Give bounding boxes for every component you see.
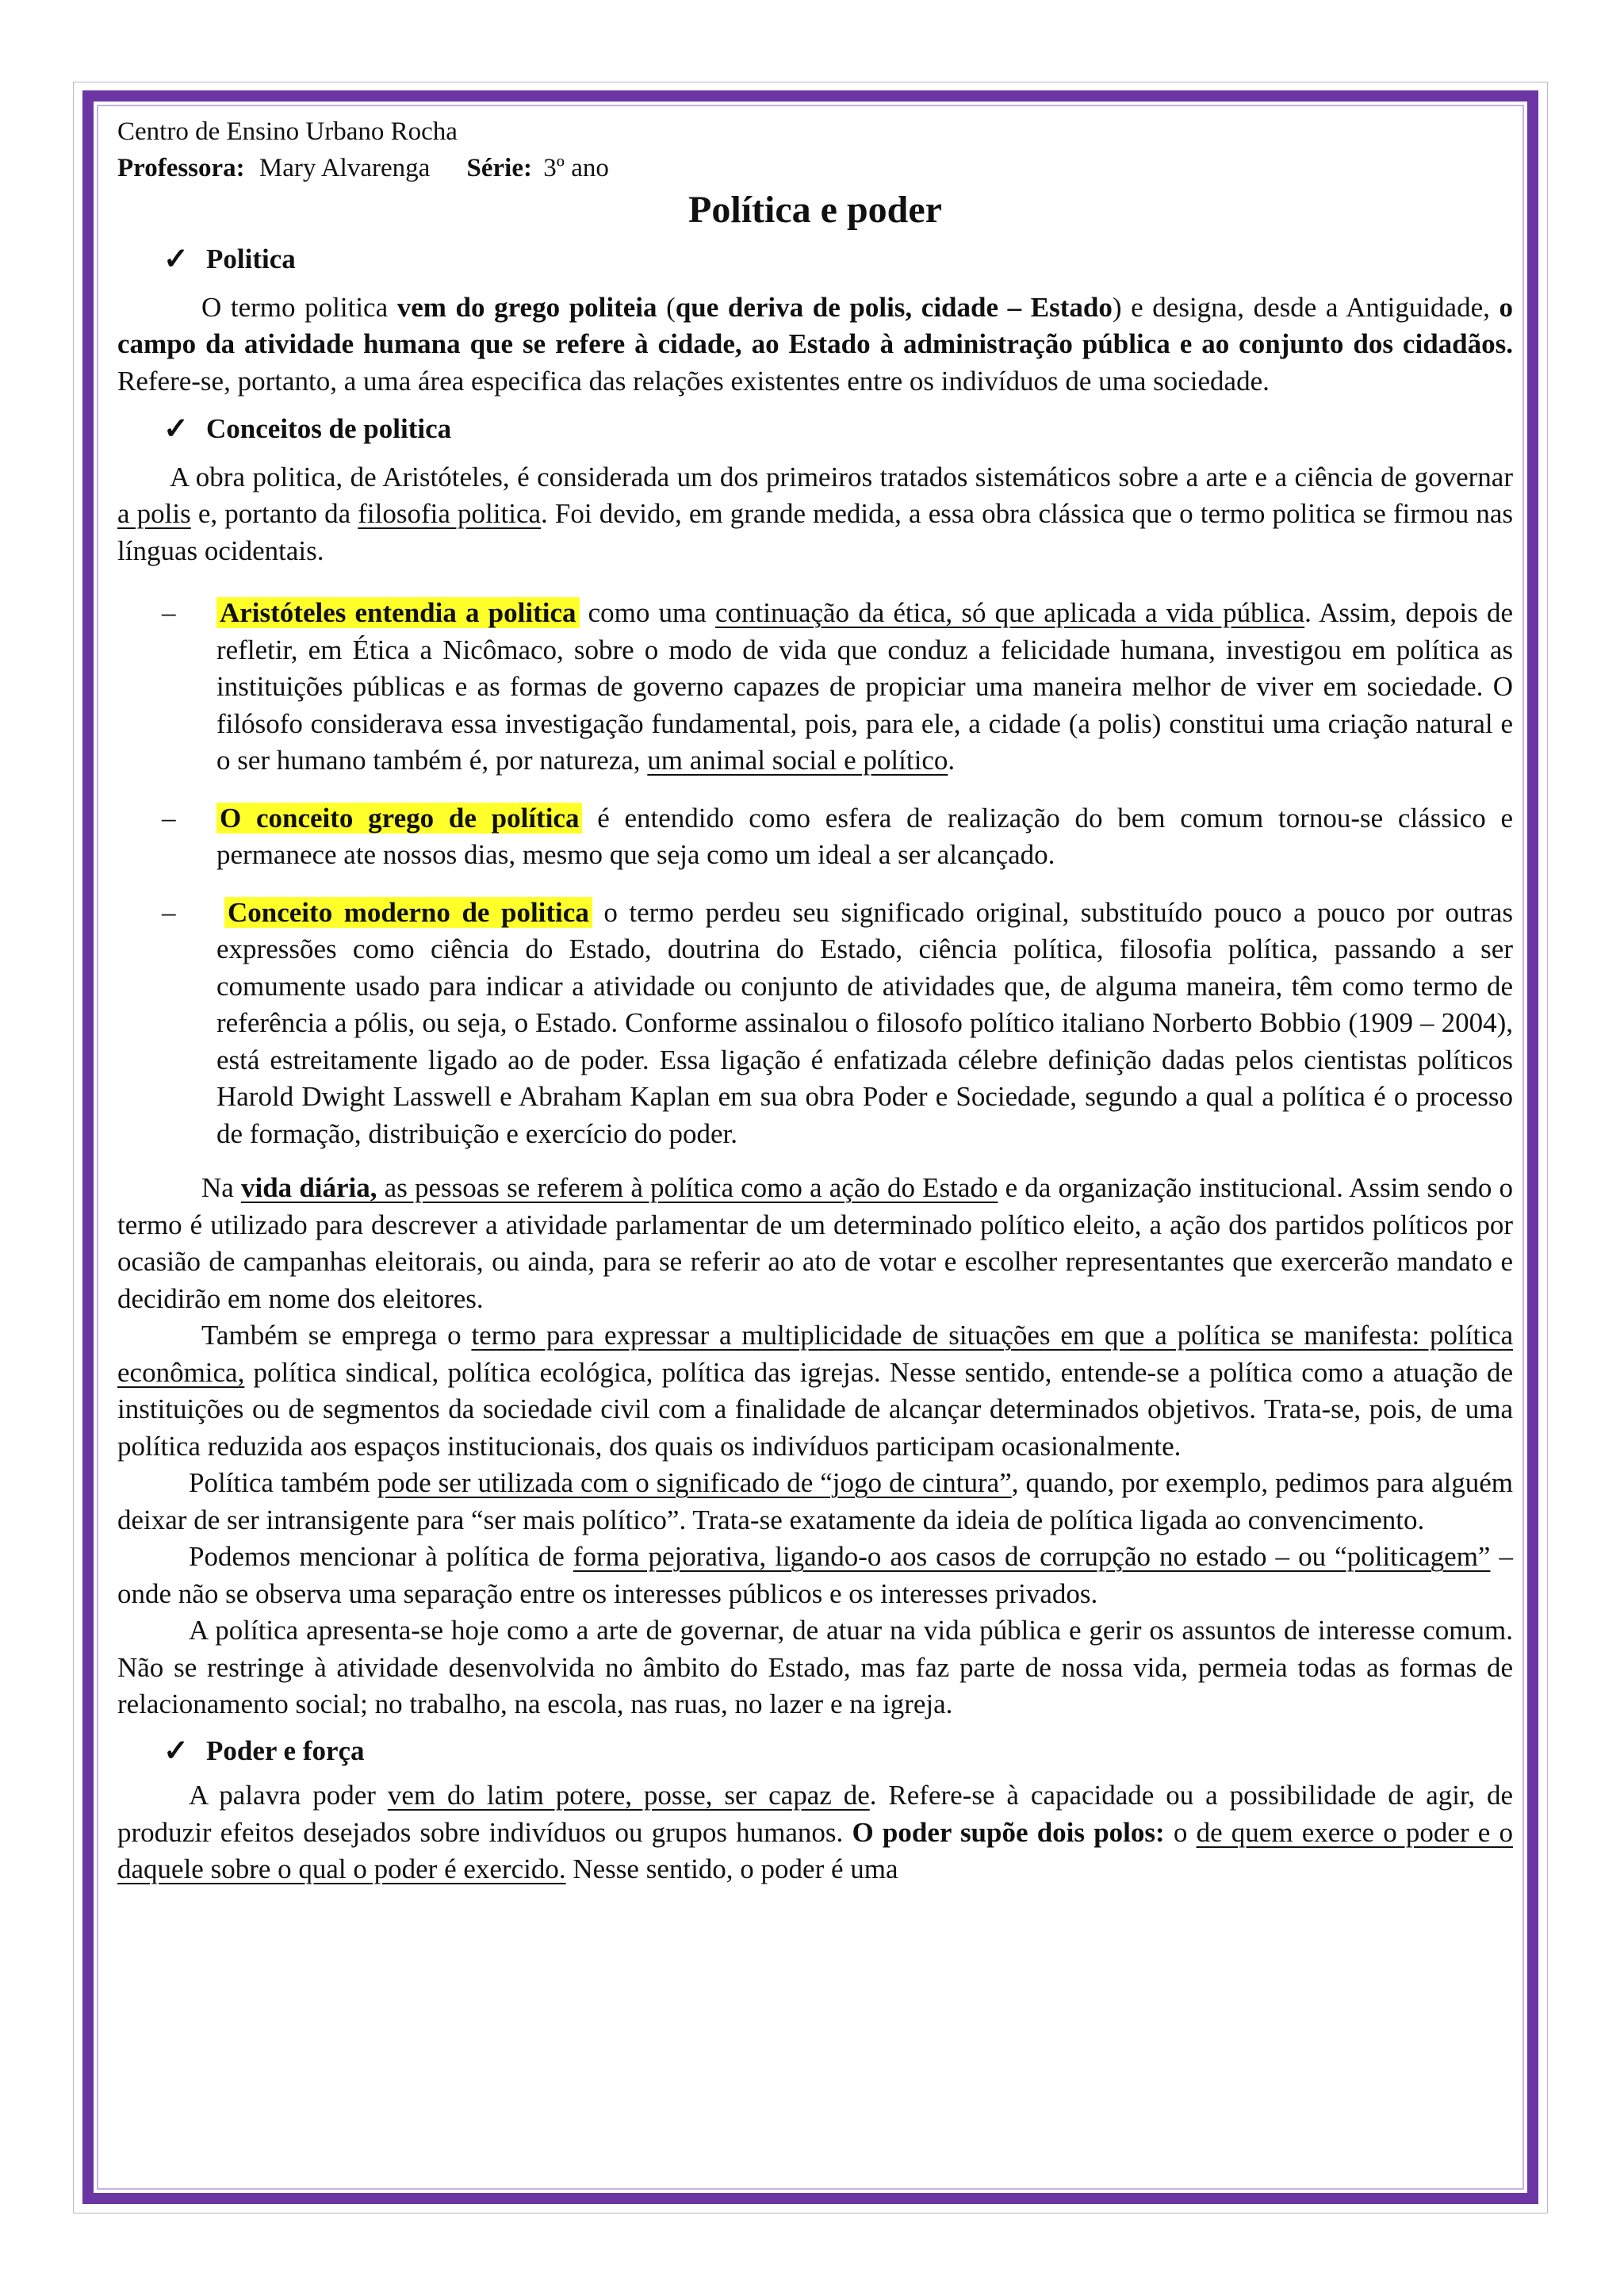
highlighted-term: Aristóteles entendia a politica	[216, 597, 580, 628]
teacher-name: Mary Alvarenga	[259, 154, 431, 182]
underlined-span: pode ser utilizada com o significado de “jogo de cintura”	[377, 1467, 1012, 1498]
underlined-span: a polis	[117, 498, 191, 529]
bold-underlined-span: vida diária,	[240, 1172, 377, 1203]
underlined-span: filosofia politica	[358, 498, 542, 529]
text-span: política sindical, política ecológica, política das igrejas. Nesse sentido, entende-se a política como a atuação de instituições ou de segmentos da sociedade civil com a finalidade de alcançar determinados objetivos. Trata-se, pois, de uma política reduzida aos espaços institucionais, dos quais os indivíduos participam ocasionalmente.	[117, 1356, 1513, 1462]
text-span: Também se emprega o	[201, 1320, 472, 1351]
section-heading-label: Politica	[206, 243, 296, 274]
text-span: Refere-se, portanto, a uma área especifica das relações existentes entre os indivíduos de uma sociedade.	[117, 365, 1270, 397]
paragraph-aristoteles-obra	[117, 459, 1513, 570]
text-span: o termo perdeu seu significado original, substituído pouco a pouco por outras expressões como ciência do Estado, doutrina do Estado, ciência política, filosofia política, passando a ser comumente usado para indicar a atividade ou conjunto de atividades que, de alguma maneira, têm como termo de referência a pólis, ou seja, o Estado. Conforme assinalou o filosofo político italiano Norberto Bobbio (1909 – 2004), está estreitamente ligado ao de poder. Essa ligação é enfatizada célebre definição dadas pelos cientistas políticos Harold Dwight Lasswell e Abraham Kaplan em sua obra Poder e Sociedade, segundo a qual a política é o processo de formação, distribuição e exercício do poder.	[216, 896, 1513, 1149]
list-item-aristoteles	[117, 595, 1513, 780]
text-span: . Assim, depois de refletir, em Ética a Nicômaco, sobre o modo de vida que conduz a felicidade humana, investigou em política as instituições públicas e as formas de governo capazes de propiciar uma maneira melhor de viver em sociedade. O filósofo considerava essa investigação fundamental, pois, para ele, a cidade (a polis) constitui uma criação natural e o ser humano também é, por natureza,	[216, 597, 1513, 776]
highlighted-term: O conceito grego de política	[216, 803, 582, 834]
grade-value: 3º ano	[543, 154, 609, 182]
text-span: (	[657, 291, 676, 323]
bold-span: o campo da atividade humana que se refere à cidade, ao Estado à administração pública e ao conjunto dos cidadãos.	[117, 291, 1513, 359]
text-span: e da organização institucional. Assim sendo o termo é utilizado para descrever a atividade parlamentar de um determinado político eleito, a ação dos partidos políticos por ocasião de campanhas eleitorais, ou ainda, para se referir ao ato de votar e escolher representantes que exercerão mandato e decidirão em nome dos eleitores.	[117, 1172, 1513, 1314]
page-title: Política e poder	[688, 189, 942, 231]
underlined-span: termo para expressar a multiplicidade de situações em que a política se manifesta: política econômica,	[117, 1320, 1514, 1388]
text-span: A obra politica, de Aristóteles, é considerada um dos primeiros tratados sistemáticos sobre a arte e a ciência de governar	[170, 461, 1513, 493]
check-icon: ✓	[163, 412, 189, 446]
text-span: é entendido como esfera de realização do bem comum tornou-se clássico e permanece ate nossos dias, mesmo que seja como um ideal a ser alcançado.	[216, 802, 1514, 870]
underlined-span: vem do latim potere, posse, ser capaz de	[387, 1780, 870, 1811]
document-body	[117, 113, 1513, 1888]
grade-label: Série:	[466, 154, 532, 182]
underlined-span: um animal social e político	[647, 745, 948, 776]
paragraph-poder-definicao	[117, 1777, 1513, 1888]
bold-span: que deriva de polis, cidade – Estado	[675, 291, 1113, 323]
paragraph-politica-definicao	[117, 289, 1513, 401]
text-span: Nesse sentido, o poder é uma	[565, 1853, 898, 1884]
paragraph-arte-de-governar	[117, 1612, 1513, 1723]
text-span: como uma	[579, 597, 715, 628]
underlined-span: as pessoas se referem à política como a ação do Estado	[377, 1172, 998, 1203]
text-span: Política também	[189, 1467, 377, 1498]
text-span: o	[1164, 1816, 1197, 1848]
text-span: e, portanto da	[190, 498, 358, 529]
section-heading-conceitos	[117, 411, 1513, 448]
section-heading-label: Conceitos de politica	[206, 413, 452, 444]
paragraph-multiplicidade	[117, 1317, 1513, 1465]
section-heading-label: Poder e força	[206, 1734, 365, 1766]
text-span: Podemos mencionar à política de	[189, 1541, 573, 1572]
underlined-span: forma pejorativa, ligando-o aos casos de corrupção no estado – ou “politicagem”	[573, 1541, 1491, 1572]
teacher-label: Professora:	[117, 154, 245, 182]
text-span: . Foi devido, em grande medida, a essa obra clássica que o termo politica se firmou nas línguas ocidentais.	[117, 498, 1513, 566]
text-span: A palavra poder	[189, 1780, 388, 1811]
highlighted-term: Conceito moderno de politica	[224, 897, 592, 928]
dash-bullet: –	[162, 802, 176, 834]
paragraph-vida-diaria	[117, 1170, 1513, 1317]
check-icon: ✓	[163, 243, 189, 276]
bold-span: vem do grego politeia	[396, 291, 657, 323]
text-span: . Refere-se à capacidade ou a possibilidade de agir, de produzir efeitos desejados sobre indivíduos ou grupos humanos.	[117, 1780, 1513, 1848]
text-span: O termo politica	[201, 291, 397, 323]
list-item-conceito-moderno	[117, 895, 1513, 1153]
school-name: Centro de Ensino Urbano Rocha	[117, 117, 458, 146]
list-item-conceito-grego	[117, 800, 1513, 874]
section-heading-politica	[117, 241, 1513, 278]
bold-span: O poder supõe dois polos:	[852, 1816, 1165, 1848]
dash-bullet: –	[162, 896, 176, 928]
text-span: ) e designa, desde a Antiguidade,	[1112, 291, 1500, 323]
underlined-span: continuação da ética, só que aplicada a vida pública	[714, 597, 1305, 628]
text-span: – onde não se observa uma separação entre os interesses públicos e os interesses privados.	[117, 1541, 1514, 1609]
section-heading-poder	[117, 1733, 1513, 1770]
text-span: .	[948, 745, 956, 776]
underlined-span: de quem exerce o poder e o daquele sobre o qual o poder é exercido.	[117, 1816, 1514, 1884]
text-span: A política apresenta-se hoje como a arte de governar, de atuar na vida pública e gerir os assuntos de interesse comum. Não se restringe à atividade desenvolvida no âmbito do Estado, mas faz parte de nossa vida, permeia todas as formas de relacionamento social; no trabalho, na escola, nas ruas, no lazer e na igreja.	[117, 1615, 1513, 1719]
paragraph-jogo-de-cintura	[117, 1465, 1513, 1539]
dash-bullet: –	[162, 597, 176, 628]
paragraph-pejorativa	[117, 1539, 1513, 1612]
text-span: Na	[201, 1172, 241, 1203]
check-icon: ✓	[163, 1734, 189, 1768]
teacher-line	[117, 149, 1513, 187]
text-span: , quando, por exemplo, pedimos para alguém deixar de ser intransigente para “ser mais político”. Trata-se exatamente da ideia de política ligada ao convencimento.	[117, 1467, 1513, 1535]
